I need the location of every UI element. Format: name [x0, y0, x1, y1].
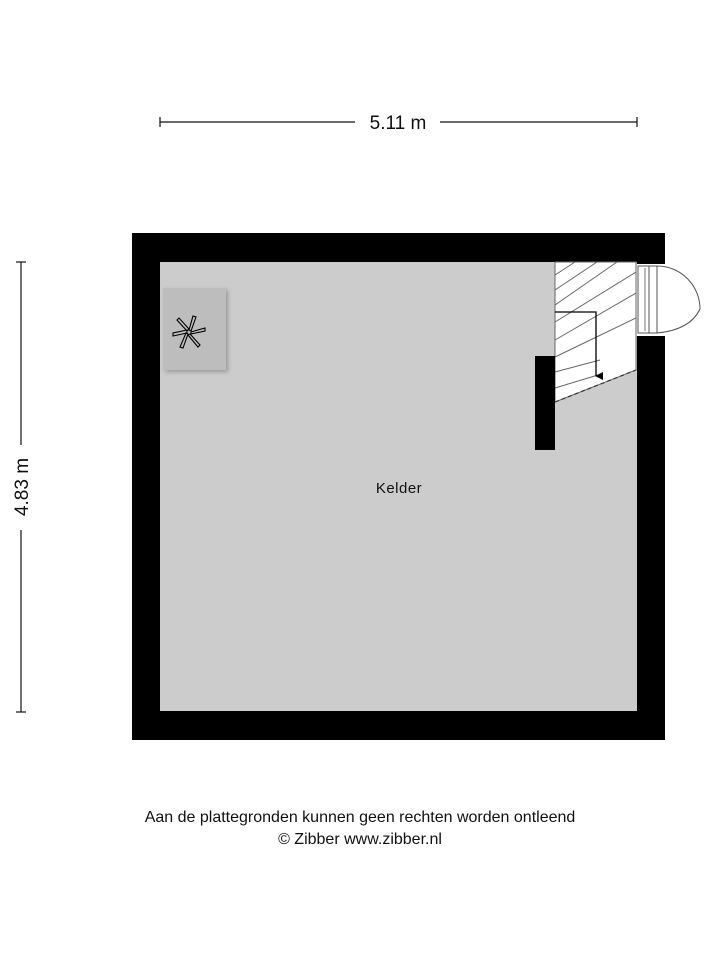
width-dimension: [160, 113, 637, 134]
heating-unit: [163, 288, 226, 370]
disclaimer-text: Aan de plattegronden kunnen geen rechten worden ontleend: [144, 809, 576, 826]
height-dimension: [12, 262, 33, 712]
door: [638, 266, 700, 333]
copyright-text: © Zibber www.zibber.nl: [278, 831, 442, 848]
interior-wall: [535, 356, 555, 450]
width-label: 5.11 m: [369, 113, 427, 134]
room-label-kelder: Kelder: [375, 480, 423, 497]
height-label: 4.83 m: [12, 457, 33, 517]
